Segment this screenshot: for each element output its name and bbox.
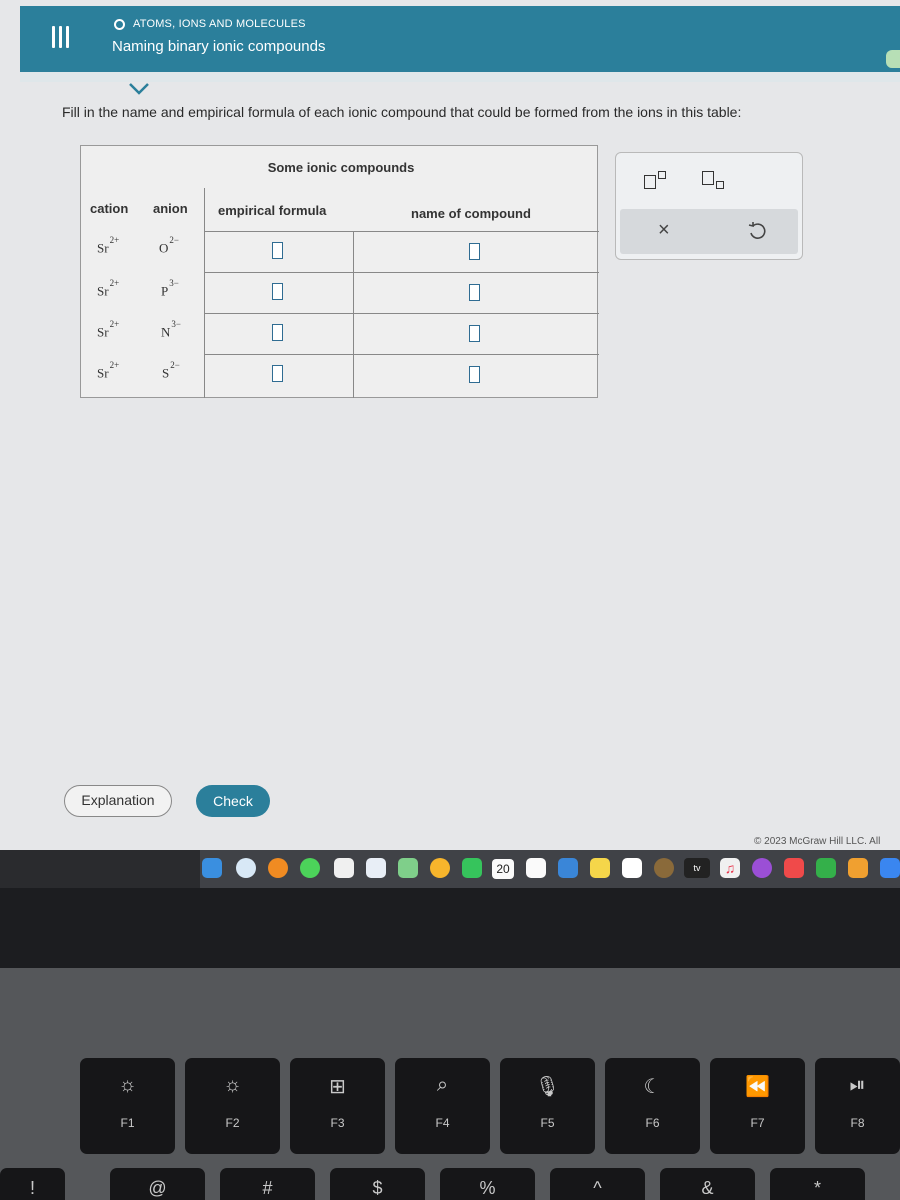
grid-line bbox=[204, 354, 599, 355]
copyright-text: © 2023 McGraw Hill LLC. All bbox=[754, 836, 881, 847]
grid-line bbox=[204, 272, 599, 273]
table-title: Some ionic compounds bbox=[267, 160, 415, 175]
f3-key[interactable]: ⊞ F3 bbox=[290, 1058, 385, 1154]
messages-icon[interactable] bbox=[300, 858, 320, 878]
numbers-icon[interactable] bbox=[816, 858, 836, 878]
ionic-compounds-table bbox=[80, 145, 598, 398]
breadcrumb-label: ATOMS, IONS AND MOLECULES bbox=[133, 18, 306, 30]
app-store-icon[interactable] bbox=[880, 858, 900, 878]
grid-line bbox=[204, 188, 205, 398]
news-icon[interactable] bbox=[784, 858, 804, 878]
facetime-icon[interactable] bbox=[462, 858, 482, 878]
podcasts-icon[interactable] bbox=[752, 858, 772, 878]
maps-icon[interactable] bbox=[398, 858, 418, 878]
undo-icon[interactable] bbox=[746, 220, 768, 242]
palette-action-bar bbox=[620, 209, 798, 254]
key-exclamation[interactable]: ! bbox=[0, 1168, 65, 1200]
anion-ion: $P^{3-}$ bbox=[161, 278, 179, 299]
clear-x-icon[interactable]: × bbox=[658, 219, 670, 241]
chevron-down-icon[interactable] bbox=[124, 80, 154, 98]
compound-name-input[interactable] bbox=[469, 366, 480, 383]
subscript-box-icon[interactable] bbox=[700, 169, 728, 193]
key-caret[interactable]: ^ bbox=[550, 1168, 645, 1200]
firefox-icon[interactable] bbox=[268, 858, 288, 878]
key-ampersand[interactable]: & bbox=[660, 1168, 755, 1200]
menu-icon[interactable] bbox=[48, 26, 74, 54]
reminders-icon[interactable] bbox=[526, 858, 546, 878]
f2-key[interactable]: ☼ F2 bbox=[185, 1058, 280, 1154]
superscript-box-icon[interactable] bbox=[642, 169, 670, 193]
key-hash[interactable]: # bbox=[220, 1168, 315, 1200]
dock-bar bbox=[200, 850, 900, 888]
cation-ion: $Sr^{2+}$ bbox=[97, 360, 120, 381]
key-at[interactable]: @ bbox=[110, 1168, 205, 1200]
column-header-anion: anion bbox=[153, 201, 188, 216]
check-button[interactable]: Check bbox=[196, 785, 270, 817]
cation-ion: $Sr^{2+}$ bbox=[97, 278, 120, 299]
f4-key[interactable]: ⌕ F4 bbox=[395, 1058, 490, 1154]
f1-key[interactable]: ☼ F1 bbox=[80, 1058, 175, 1154]
explanation-button[interactable]: Explanation bbox=[64, 785, 172, 817]
cation-ion: $Sr^{2+}$ bbox=[97, 235, 120, 256]
launchpad-icon[interactable] bbox=[334, 858, 354, 878]
finder-icon[interactable] bbox=[202, 858, 222, 878]
f8-key[interactable]: ⏯ F8 bbox=[815, 1058, 900, 1154]
empirical-formula-input[interactable] bbox=[272, 283, 283, 300]
compound-name-input[interactable] bbox=[469, 284, 480, 301]
f5-key[interactable]: 🎙 F5 bbox=[500, 1058, 595, 1154]
column-header-empirical-formula: empirical formula bbox=[218, 203, 327, 218]
breadcrumb bbox=[114, 18, 306, 30]
laptop-bezel bbox=[0, 888, 900, 968]
freeform-icon[interactable] bbox=[622, 858, 642, 878]
grid-line bbox=[204, 231, 599, 232]
empirical-formula-input[interactable] bbox=[272, 242, 283, 259]
cation-ion: $Sr^{2+}$ bbox=[97, 319, 120, 340]
safari-icon[interactable] bbox=[236, 858, 256, 878]
formula-tool-palette bbox=[615, 152, 803, 260]
side-tab[interactable] bbox=[886, 50, 900, 68]
app-icon[interactable] bbox=[654, 858, 674, 878]
photos-icon[interactable] bbox=[430, 858, 450, 878]
compound-name-input[interactable] bbox=[469, 243, 480, 260]
notes-icon[interactable] bbox=[590, 858, 610, 878]
grid-line bbox=[353, 231, 354, 398]
mail-icon[interactable] bbox=[366, 858, 386, 878]
status-circle-icon bbox=[114, 19, 125, 30]
grid-line bbox=[204, 313, 599, 314]
empirical-formula-input[interactable] bbox=[272, 365, 283, 382]
key-percent[interactable]: % bbox=[440, 1168, 535, 1200]
anion-ion: $N^{3-}$ bbox=[161, 319, 181, 340]
pages-icon[interactable] bbox=[848, 858, 868, 878]
music-icon[interactable]: ♫ bbox=[720, 858, 740, 878]
column-header-name: name of compound bbox=[411, 206, 531, 221]
f6-key[interactable]: ☾ F6 bbox=[605, 1058, 700, 1154]
compound-name-input[interactable] bbox=[469, 325, 480, 342]
apple-tv-icon[interactable]: tv bbox=[684, 858, 710, 878]
key-asterisk[interactable]: * bbox=[770, 1168, 865, 1200]
key-dollar[interactable]: $ bbox=[330, 1168, 425, 1200]
page-title: Naming binary ionic compounds bbox=[112, 38, 326, 55]
empirical-formula-input[interactable] bbox=[272, 324, 283, 341]
keynote-icon[interactable] bbox=[558, 858, 578, 878]
column-header-cation: cation bbox=[90, 201, 129, 216]
f7-key[interactable]: ⏪ F7 bbox=[710, 1058, 805, 1154]
anion-ion: $S^{2-}$ bbox=[162, 360, 180, 381]
instructions-text: Fill in the name and empirical formula of each ionic compound that could be formed from the ions in this table: bbox=[62, 104, 742, 120]
calendar-icon[interactable]: 20 bbox=[492, 859, 514, 879]
anion-ion: $O^{2-}$ bbox=[159, 235, 179, 256]
